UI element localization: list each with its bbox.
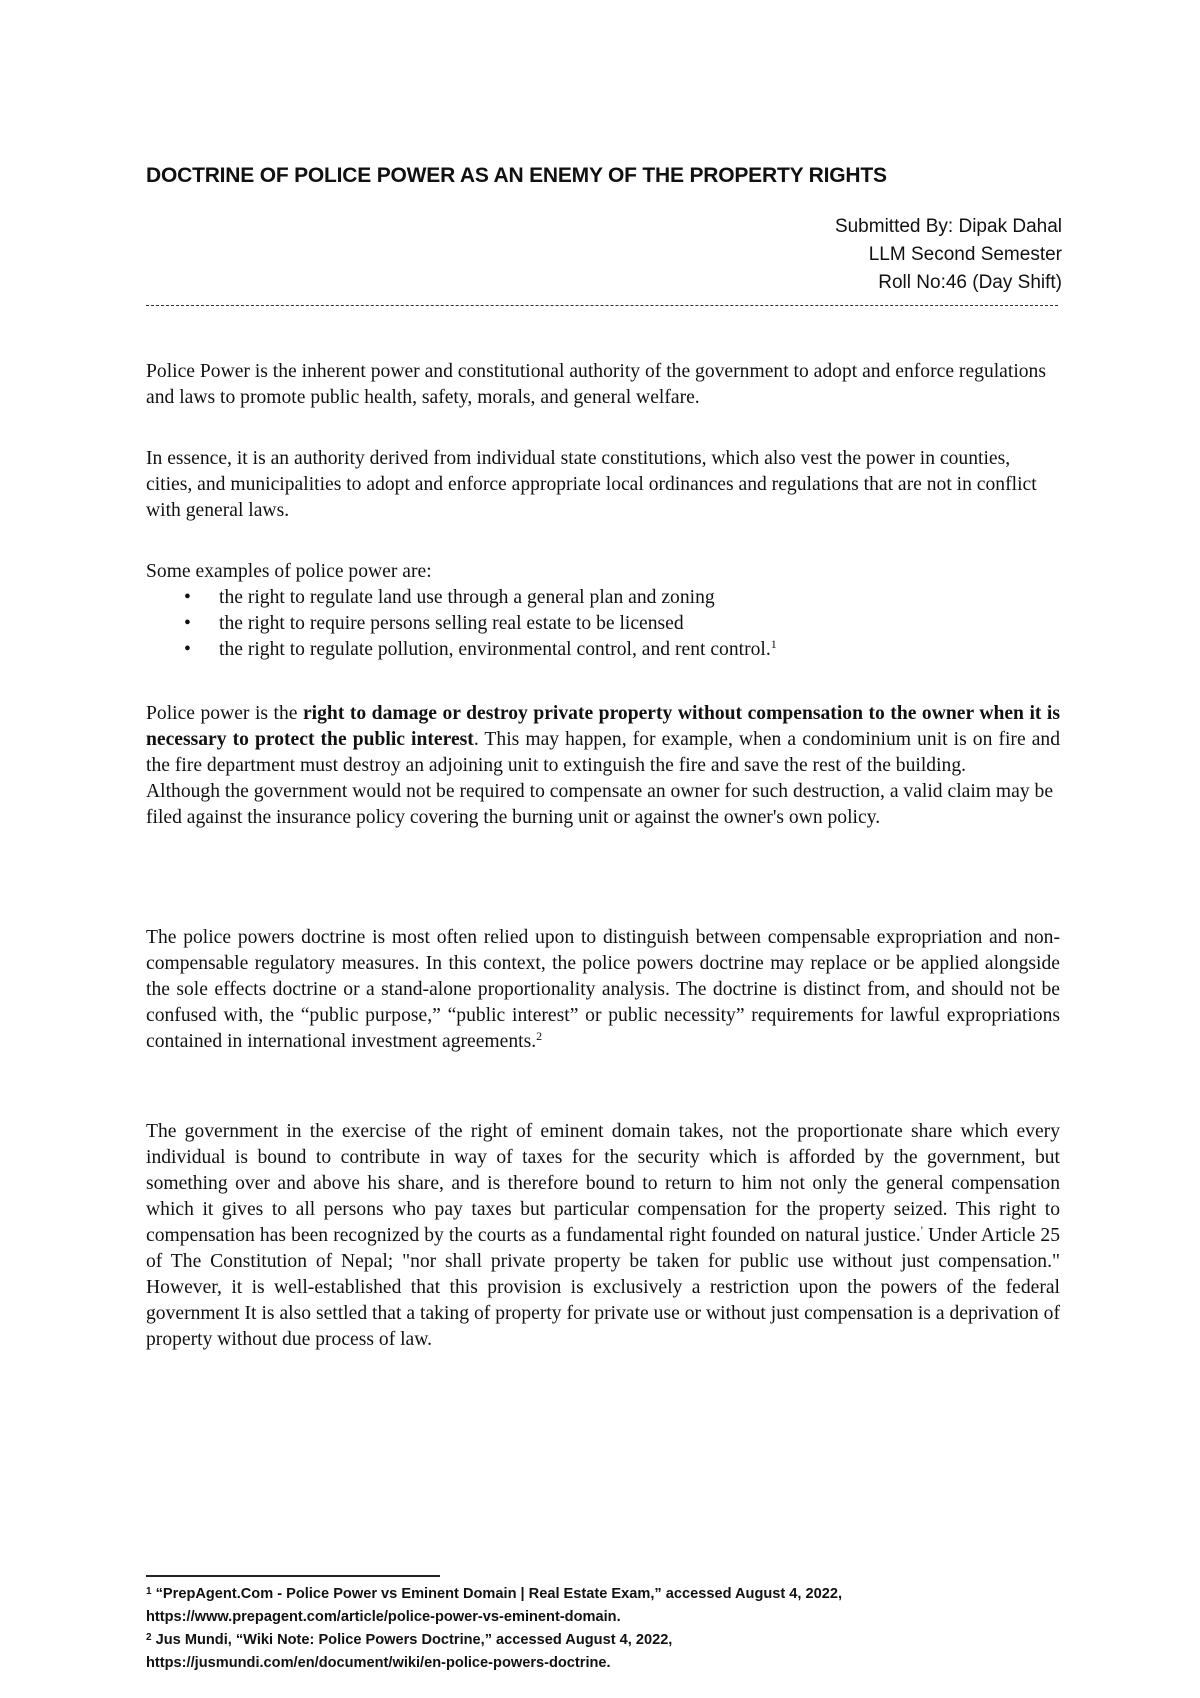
footnote-1-link[interactable]: https://www.prepagent.com/article/police-power-vs-eminent-domain. [146,1609,621,1625]
list-item [146,637,1060,663]
footnote-mark: ' [920,1223,923,1237]
paragraph-definition [146,359,1060,411]
paragraph-damage [146,701,1060,831]
footnote-ref[interactable]: 2 [536,1029,543,1043]
paragraph-essence [146,446,1060,524]
paragraph-text: In essence, it is an authority derived from individual state constitutions, which also vest the power in counties, cities, and municipalities to adopt and enforce appropriate local ordinances and regulations that are not in conflict with general laws. [146,448,1037,521]
footnote-text: Jus Mundi, “Wiki Note: Police Powers Doctrine,” accessed August 4, 2022, [151,1632,673,1648]
list-item [146,611,1060,637]
text-run: . This may happen, for example, when a condominium unit is on fire and the fire department must destroy an adjoining unit to extinguish the fire and save the rest of the building. [146,729,1060,776]
footnote-number: 1 [146,1586,152,1597]
text-run: The government in the exercise of the right of eminent domain takes, not the proportionate share which every individual is bound to contribute in way of taxes for the security which is afforded by the government, but something over and above his share, and is therefore bound to return to him not only the general compensation which it gives to all persons who pay taxes but particular compensation for the property seized. This right to compensation has been recognized by the courts as a fundamental right founded on natural justice. [146,1121,1060,1246]
examples-intro: Some examples of police power are: [146,561,432,582]
roll-number: Roll No:46 (Day Shift) [878,272,1062,293]
text-run: Police power is the [146,703,303,724]
footnote-2-link[interactable]: https://jusmundi.com/en/document/wiki/en-police-powers-doctrine. [146,1655,611,1671]
footnote-2 [146,1629,1060,1652]
paragraph-text: Police Power is the inherent power and constitutional authority of the government to adopt and enforce regulations and laws to promote public health, safety, morals, and general welfare. [146,361,1046,408]
paragraph-eminent-domain [146,1119,1060,1353]
list-item-text: the right to regulate pollution, environmental control, and rent control. [219,639,771,660]
footnote-1 [146,1583,1060,1606]
footnote-text: “PrepAgent.Com - Police Power vs Eminent Domain | Real Estate Exam,” accessed August 4, 2022, [151,1586,843,1602]
text-run: Under Article 25 of The Constitution of Nepal; "nor shall private property be taken for public use without just compensation." However, it is well-established that this provision is exclusively a restriction upon the powers of the federal government It is also settled that a taking of property for private use or without just compensation is a deprivation of property without due process of law. [146,1225,1060,1350]
paragraph-text: Although the government would not be required to compensate an owner for such destruction, a valid claim may be filed against the insurance policy covering the burning unit or against the owner's own policy. [146,781,1054,828]
paragraph-doctrine [146,925,1060,1055]
paragraph-text [146,1119,1060,1353]
separator-line [146,305,1058,306]
footnotes [146,1583,1060,1675]
footnote-number: 2 [146,1632,152,1643]
bullet-icon: • [184,613,191,634]
bullet-icon: • [184,639,191,660]
list-item [146,585,1060,611]
paragraph-text [146,925,1060,1055]
program: LLM Second Semester [868,244,1062,265]
document-title: DOCTRINE OF POLICE POWER AS AN ENEMY OF THE PROPERTY RIGHTS [146,164,887,187]
list-item-text: the right to regulate land use through a general plan and zoning [219,587,715,608]
footnote-ref[interactable]: 1 [770,637,777,651]
bold-text: right to damage or destroy private property without compensation to the owner when it is necessary to protect the public interest [146,703,1061,750]
bullet-icon: • [184,587,191,608]
list-item-text: the right to require persons selling real estate to be licensed [219,613,684,634]
text-run: The police powers doctrine is most often relied upon to distinguish between compensable expropriation and non-compensable regulatory measures. In this context, the police powers doctrine may replace or be applied alongside the sole effects doctrine or a stand-alone proportionality analysis. The doctrine is distinct from, and should not be confused with, the “public purpose,” “public interest” or public necessity” requirements for lawful expropriations contained in international investment agreements. [146,927,1060,1052]
submitted-by: Submitted By: Dipak Dahal [834,216,1062,237]
examples-list [146,585,1060,663]
footnote-separator [146,1575,440,1577]
paragraph-text [146,701,1060,779]
submission-info [835,213,1062,297]
examples-section [146,559,1060,663]
